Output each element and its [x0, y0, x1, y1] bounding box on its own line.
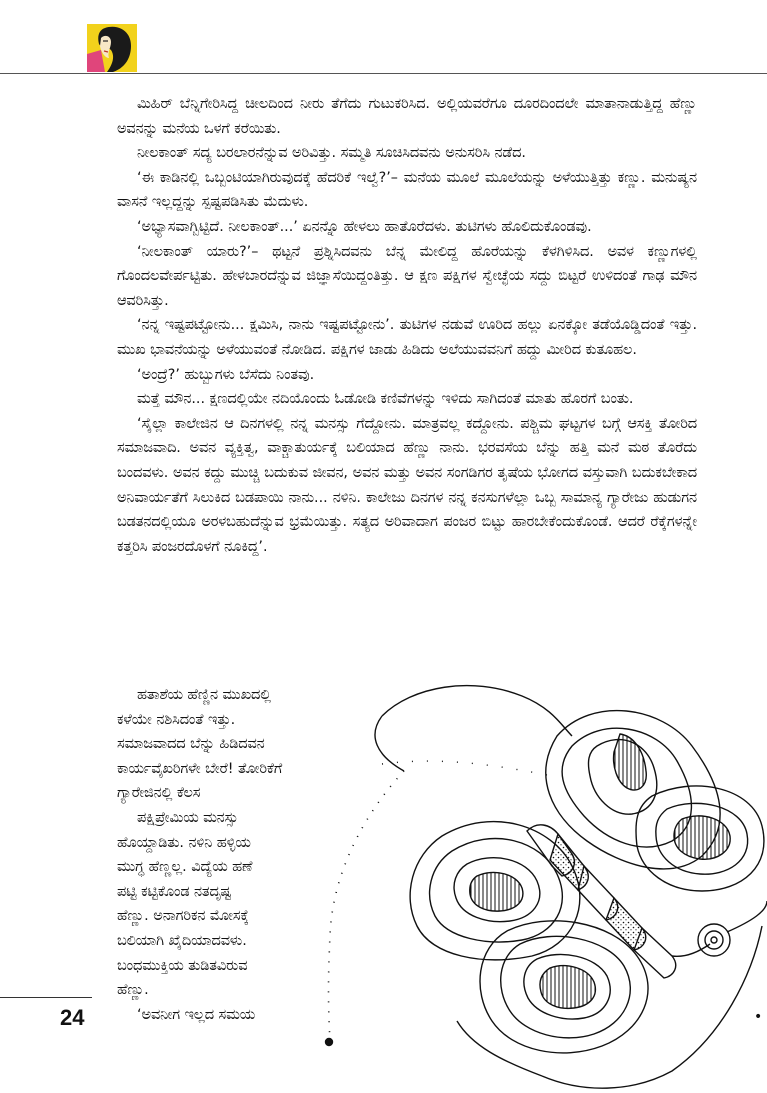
- paragraph: ಮತ್ತೆ ಮೌನ... ಕ್ಷಣದಲ್ಲಿಯೇ ನದಿಯೊಂದು ಓಡೋಡಿ ಕಣಿವೆಗಳನ್ನು ಇಳಿದು ಸಾಗಿದಂತೆ ಮಾತು ಹೊರಗೆ ಬಂತು.: [137, 391, 634, 408]
- text-line: ಬಲಿಯಾಗಿ ಖೈದಿಯಾದವಳು.: [117, 932, 247, 949]
- text-line: ಹತಾಶೆಯ ಹೆಣ್ಣಿನ ಮುಖದಲ್ಲಿ: [137, 687, 272, 703]
- text-line: ಮುಗ್ಧ ಹೆಣ್ಣಲ್ಲ. ವಿದ್ಯೆಯ ಹಣೆ: [117, 859, 253, 876]
- header-rule: [0, 73, 767, 74]
- text-line: ಹೊಯ್ದಾಡಿತು. ನಳಿನಿ ಹಳ್ಳಿಯ: [117, 834, 251, 851]
- side-column-text: [117, 683, 332, 1027]
- paragraph: ‘ನನ್ನ ಇಷ್ಟಪಟ್ಟೋನು... ಕ್ಷಮಿಸಿ, ನಾನು ಇಷ್ಟಪಟ್ಟೋನು’. ತುಟಿಗಳ ನಡುವೆ ಊರಿದ ಹಲ್ಲು ಏನಕ್ಕೋ ತಡೆಯೊಡ್ಡಿದಂತೆ ಇತ್ತು. ಮುಖ ಭಾವನೆಯನ್ನು ಅಳೆಯುವಂತೆ ನೋಡಿದ. ಪಕ್ಷಿಗಳ ಜಾಡು ಹಿಡಿದು ಅಲೆಯುವವನಿಗೆ ಹದ್ದು ಮೀರಿದ ಕುತೂಹಲ.: [117, 317, 697, 358]
- paragraph: ‘ಸೈಲ್ಲಾ ಕಾಲೇಜಿನ ಆ ದಿನಗಳಲ್ಲಿ ನನ್ನ ಮನಸ್ಸು ಗೆದ್ದೋನು. ಮಾತ್ರವಲ್ಲ ಕದ್ದೋನು. ಪಶ್ಚಿಮ ಘಟ್ಟಗಳ ಬಗ್ಗೆ ಆಸಕ್ತಿ ತೋರಿದ ಸಮಾಜವಾದಿ. ಅವನ ವ್ಯಕ್ತಿತ್ವ, ವಾಕ್ಚಾತುರ್ಯಕ್ಕೆ ಬಲಿಯಾದ ಹೆಣ್ಣು ನಾನು. ಭರವಸೆಯ ಬೆನ್ನು ಹತ್ತಿ ಮನೆ ಮಠ ತೊರೆದು ಬಂದವಳು. ಅವನ ಕದ್ದು ಮುಚ್ಚಿ ಬದುಕುವ ಜೀವನ, ಅವನ ಮತ್ತು ಅವನ ಸಂಗಡಿಗರ ತೃಷೆಯ ಭೋಗದ ವಸ್ತುವಾಗಿ ಬದುಕಬೇಕಾದ ಅನಿವಾರ್ಯತೆಗೆ ಸಿಲುಕಿದ ಬಡಪಾಯಿ ನಾನು... ನಳಿನಿ. ಕಾಲೇಜು ದಿನಗಳ ನನ್ನ ಕನಸುಗಳೆಲ್ಲಾ ಒಬ್ಬ ಸಾಮಾನ್ಯ ಗ್ಯಾರೇಜು ಹುಡುಗನ ಬಡತನದಲ್ಲಿಯೂ ಅರಳಬಹುದೆನ್ನುವ ಭ್ರಮೆಯಿತ್ತು. ಸತ್ಯದ ಅರಿವಾದಾಗ ಪಂಜರ ಬಿಟ್ಟು ಹಾರಬೇಕೆಂದುಕೊಂಡೆ. ಆದರೆ ರೆಕ್ಕೆಗಳನ್ನೇ ಕತ್ತರಿಸಿ ಪಂಜರದೊಳಗೆ ನೂಕಿದ್ದ’.: [117, 415, 697, 555]
- main-text: [117, 92, 697, 559]
- woman-face-logo-icon: [87, 24, 137, 72]
- text-line: ಗ್ಯಾರೇಜಿನಲ್ಲಿ ಕೆಲಸ: [117, 785, 201, 802]
- paragraph: ‘ಅಭ್ಯಾಸವಾಗ್ಬಿಟ್ಟಿದೆ. ನೀಲಕಾಂತ್...’ ಏನನ್ನೊ ಹೇಳಲು ಹಾತೊರೆದಳು. ತುಟಿಗಳು ಹೊಲಿದುಕೊಂಡವು.: [137, 218, 592, 235]
- text-line: ಕಳೆಯೇ ನಶಿಸಿದಂತೆ ಇತ್ತು.: [117, 711, 236, 728]
- paragraph: ‘ಅಂದ್ರೆ?’ ಹುಬ್ಬುಗಳು ಬೆಸೆದು ನಿಂತವು.: [137, 366, 315, 383]
- text-line: ಹೆಣ್ಣು. ಅನಾಗರಿಕನ ಮೋಸಕ್ಕೆ: [117, 908, 249, 925]
- page-number: 24: [60, 1005, 85, 1030]
- footer-rule: [0, 997, 92, 998]
- text-line: ಹೆಣ್ಣು.: [117, 982, 149, 999]
- margin-mark: •: [754, 1009, 763, 1025]
- paragraph: ಮಿಹಿರ್ ಬೆನ್ನಿಗೇರಿಸಿದ್ದ ಚೀಲದಿಂದ ನೀರು ತೆಗೆದು ಗುಟುಕರಿಸಿದ. ಅಲ್ಲಿಯವರೆಗೂ ದೂರದಿಂದಲೇ ಮಾತಾನಾಡುತ್ತಿದ್ದ ಹೆಣ್ಣು ಅವನನ್ನು ಮನೆಯ ಒಳಗೆ ಕರೆಯಿತು.: [117, 96, 697, 137]
- paragraph: ನೀಲಕಾಂತ್ ಸದ್ಯ ಬರಲಾರನೆನ್ನುವ ಅರಿವಿತ್ತು. ಸಮ್ಮತಿ ಸೂಚಿಸಿದವನು ಅನುಸರಿಸಿ ನಡೆದ.: [137, 145, 526, 162]
- text-line: ಕಾರ್ಯವೈಖರಿಗಳೇ ಬೇರೆ! ತೋರಿಕೆಗೆ: [117, 760, 283, 777]
- text-line: ‘ಅವನೀಗ ಇಲ್ಲದ ಸಮಯ: [137, 1006, 256, 1023]
- butterfly-illustration: [322, 676, 767, 1093]
- paragraph: ‘ನೀಲಕಾಂತ್ ಯಾರು?’– ಥಟ್ಟನೆ ಪ್ರಶ್ನಿಸಿದವನು ಬೆನ್ನ ಮೇಲಿದ್ದ ಹೊರೆಯನ್ನು ಕೆಳಗಿಳಿಸಿದ. ಅವಳ ಕಣ್ಣುಗಳಲ್ಲಿ ಗೊಂದಲವೇರ್ಪಟ್ಟಿತು. ಹೇಳಬಾರದೆನ್ನುವ ಜಿಜ್ಞಾಸೆಯಿದ್ದಂತಿತ್ತು. ಆ ಕ್ಷಣ ಪಕ್ಷಿಗಳ ಸ್ವೇಚ್ಛೆಯ ಸದ್ದು ಬಿಟ್ಟರೆ ಉಳಿದಂತೆ ಗಾಢ ಮೌನ ಆವರಿಸಿತ್ತು.: [117, 243, 697, 309]
- paragraph: ‘ಈ ಕಾಡಿನಲ್ಲಿ ಒಬ್ಬಂಟಿಯಾಗಿರುವುದಕ್ಕೆ ಹೆದರಿಕೆ ಇಲ್ವೆ?’– ಮನೆಯ ಮೂಲೆ ಮೂಲೆಯನ್ನು ಅಳೆಯುತ್ತಿತ್ತು ಕಣ್ಣು. ಮನುಷ್ಯನ ವಾಸನೆ ಇಲ್ಲದ್ದನ್ನು ಸ್ಪಷ್ಟಪಡಿಸಿತು ಮೆದುಳು.: [117, 169, 697, 211]
- text-line: ಪಕ್ಷಿಪ್ರೇಮಿಯ ಮನಸ್ಸು: [137, 809, 239, 826]
- text-line: ಸಮಾಜವಾದದ ಬೆನ್ನು ಹಿಡಿದವನ: [117, 736, 265, 753]
- text-line: ಬಂಧಮುಕ್ತಿಯ ತುಡಿತವಿರುವ: [117, 957, 248, 974]
- text-line: ಪಟ್ಟಿ ಕಟ್ಟಿಕೊಂಡ ನತದೃಷ್ಟ: [117, 883, 232, 900]
